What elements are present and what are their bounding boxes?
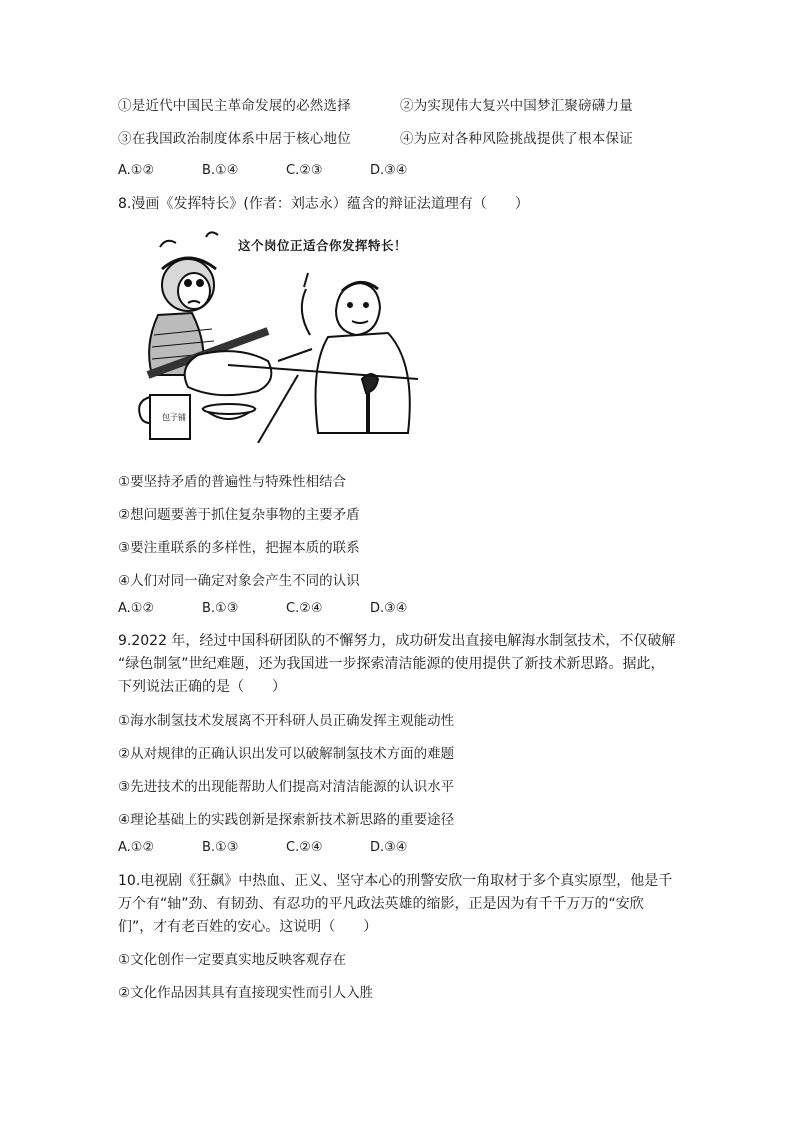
q9-option-1: ①海水制氢技术发展离不开科研人员正确发挥主观能动性 (118, 713, 455, 729)
q9-option-2: ②从对规律的正确认识出发可以破解制氢技术方面的难题 (118, 746, 455, 762)
cup-label: 包子铺 (162, 413, 186, 422)
q7-answer-a: A.①② (118, 163, 155, 178)
q7-answers (118, 163, 454, 178)
q8-answer-b: B.①③ (202, 601, 239, 616)
q7-answer-d: D.③④ (370, 163, 408, 178)
q9-answer-b: B.①③ (202, 840, 239, 855)
q8-title: 8.漫画《发挥特长》(作者：刘志永）蕴含的辩证法道理有（ ） (118, 196, 529, 212)
q9-answer-c: C.②④ (286, 840, 323, 855)
q9-title-line-1: 9.2022 年，经过中国科研团队的不懈努力，成功研发出直接电解海水制氢技术，不仅破解 (118, 633, 676, 649)
q8-option-2: ②想问题要善于抓住复杂事物的主要矛盾 (118, 507, 360, 523)
q7-option-1: ①是近代中国民主革命发展的必然选择 (118, 98, 351, 114)
q10-title-line-3: 们”，才有老百姓的安心。这说明（ ） (118, 919, 378, 935)
q8-option-3: ③要注重联系的多样性，把握本质的联系 (118, 540, 360, 556)
q9-answers (118, 840, 454, 855)
q10-option-1: ①文化创作一定要真实地反映客观存在 (118, 952, 347, 968)
q10-title-line-1: 10.电视剧《狂飙》中热血、正义、坚守本心的刑警安欣一角取材于多个真实原型，他是千 (118, 873, 673, 889)
cartoon-caption: 这个岗位正适合你发挥特长！ (238, 238, 408, 253)
q8-option-1: ①要坚持矛盾的普遍性与特殊性相结合 (118, 474, 347, 490)
q9-title-line-2: “绿色制氢”世纪难题，还为我国进一步探索清洁能源的使用提供了新技术新思路。据此， (118, 656, 665, 672)
q7-option-row-2 (118, 130, 633, 148)
q8-answer-a: A.①② (118, 601, 155, 616)
q9-option-4: ④理论基础上的实践创新是探索新技术新思路的重要途径 (118, 812, 455, 828)
q8-answer-c: C.②④ (286, 601, 323, 616)
q7-answer-c: C.②③ (286, 163, 323, 178)
q9-answer-a: A.①② (118, 840, 155, 855)
q9-answer-d: D.③④ (370, 840, 408, 855)
q9-title-line-3: 下列说法正确的是（ ） (118, 679, 286, 695)
q7-option-row-1 (118, 97, 633, 115)
q10-option-2: ②文化作品因其具有直接现实性而引人入胜 (118, 985, 374, 1001)
q8-answers (118, 601, 454, 616)
q7-option-2: ②为实现伟大复兴中国梦汇聚磅礴力量 (400, 98, 633, 114)
q7-answer-b: B.①④ (202, 163, 239, 178)
q8-option-4: ④人们对同一确定对象会产生不同的认识 (118, 573, 360, 589)
q9-option-3: ③先进技术的出现能帮助人们提高对清洁能源的认识水平 (118, 779, 455, 795)
q7-option-4: ④为应对各种风险挑战提供了根本保证 (400, 131, 633, 147)
cartoon-illustration (128, 225, 418, 443)
q8-answer-d: D.③④ (370, 601, 408, 616)
q7-option-3: ③在我国政治制度体系中居于核心地位 (118, 131, 351, 147)
q10-title-line-2: 万个有“轴”劲、有韧劲、有忍功的平凡政法英雄的缩影，正是因为有千千万万的“安欣 (118, 896, 644, 912)
